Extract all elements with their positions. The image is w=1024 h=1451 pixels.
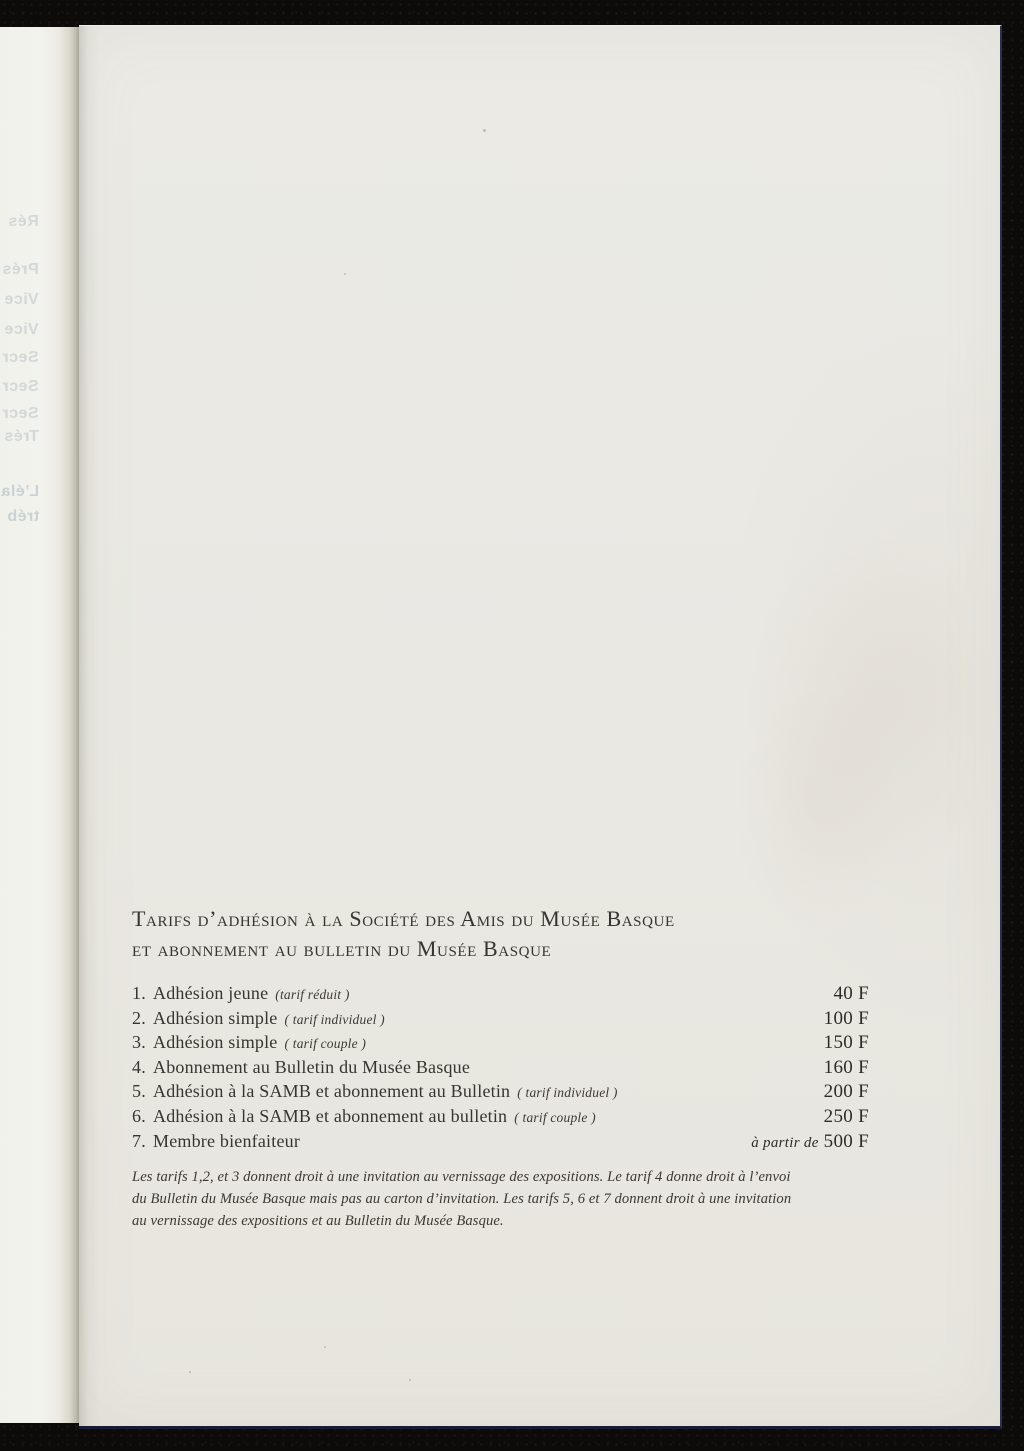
- tariff-price: 150 F: [823, 1032, 869, 1054]
- tariff-price: 200 F: [823, 1081, 869, 1103]
- bleedthrough-text: Vice: [4, 321, 39, 338]
- paper-speck: [189, 1371, 191, 1373]
- tariff-price: 160 F: [823, 1056, 869, 1078]
- tariff-row: [132, 1106, 869, 1131]
- tariff-label: Adhésion à la SAMB et abonnement au bulletin: [153, 1105, 508, 1126]
- price-prefix: à partir de: [751, 1134, 819, 1151]
- tariff-price: 40 F: [833, 983, 869, 1004]
- bleedthrough-text: tréb: [6, 508, 39, 525]
- bleedthrough-text: Vice: [4, 291, 39, 308]
- bleedthrough-text: Trés: [4, 428, 39, 445]
- tariff-label: Adhésion simple: [153, 1007, 278, 1028]
- bleedthrough-text: L’éla: [0, 483, 39, 500]
- footnote-line: au vernissage des expositions et au Bulletin du Musée Basque.: [132, 1212, 504, 1229]
- paper-speck: [344, 273, 346, 275]
- tariff-section: [132, 904, 869, 1233]
- tariff-price: 100 F: [823, 1007, 869, 1029]
- tariff-note: ( tarif individuel ): [517, 1085, 618, 1101]
- tariff-number: 2.: [132, 1007, 146, 1028]
- paper-speck: [483, 129, 486, 132]
- footnote-line: du Bulletin du Musée Basque mais pas au carton d’invitation. Les tarifs 5, 6 et 7 donnent droit à une invitation: [132, 1190, 792, 1207]
- tariff-number: 1.: [132, 983, 146, 1003]
- bleedthrough-text: Secr: [2, 378, 39, 395]
- section-title-line1: Tarifs d’adhésion à la Société des Amis du Musée Basque: [132, 906, 675, 931]
- tariff-label: Adhésion à la SAMB et abonnement au Bulletin: [153, 1081, 511, 1102]
- bleedthrough-text: Secr: [2, 349, 39, 366]
- section-title: [132, 904, 869, 964]
- tariff-row: [132, 1131, 869, 1156]
- previous-page-edge: [0, 27, 79, 1423]
- tariff-price: 500 F: [823, 1130, 869, 1152]
- paper-speck: [409, 1379, 411, 1381]
- tariff-label: Adhésion jeune: [153, 983, 269, 1003]
- footnote: [132, 1167, 869, 1232]
- tariff-row: [132, 1081, 869, 1106]
- paper-speck: [324, 1346, 326, 1348]
- tariff-number: 5.: [132, 1081, 146, 1102]
- tariff-row: [132, 983, 869, 1008]
- tariff-label: Abonnement au Bulletin du Musée Basque: [153, 1056, 471, 1077]
- tariff-label: Adhésion simple: [153, 1032, 278, 1053]
- section-title-line2: et abonnement au bulletin du Musée Basque: [132, 936, 552, 961]
- tariff-number: 6.: [132, 1105, 146, 1126]
- tariff-note: ( tarif couple ): [284, 1036, 367, 1052]
- book-page: [79, 25, 1002, 1429]
- tariff-note: ( tarif couple ): [514, 1109, 596, 1125]
- tariff-number: 3.: [132, 1032, 146, 1053]
- tariff-number: 7.: [132, 1130, 146, 1151]
- tariff-note: (tarif réduit ): [275, 987, 350, 1002]
- tariff-note: ( tarif individuel ): [284, 1011, 385, 1027]
- tariff-row: [132, 1008, 869, 1033]
- tariff-number: 4.: [132, 1056, 146, 1077]
- bleedthrough-text: Secr: [2, 405, 39, 422]
- tariff-price: 250 F: [823, 1105, 869, 1127]
- bleedthrough-text: Rés: [8, 213, 39, 230]
- footnote-line: Les tarifs 1,2, et 3 donnent droit à une invitation au vernissage des expositions. Le tarif 4 donne droit à l’envoi: [132, 1169, 791, 1186]
- tariff-row: [132, 1057, 869, 1082]
- tariff-list: [132, 983, 869, 1155]
- bleedthrough-text: Prés: [2, 261, 39, 278]
- tariff-row: [132, 1032, 869, 1057]
- tariff-label: Membre bienfaiteur: [153, 1130, 301, 1151]
